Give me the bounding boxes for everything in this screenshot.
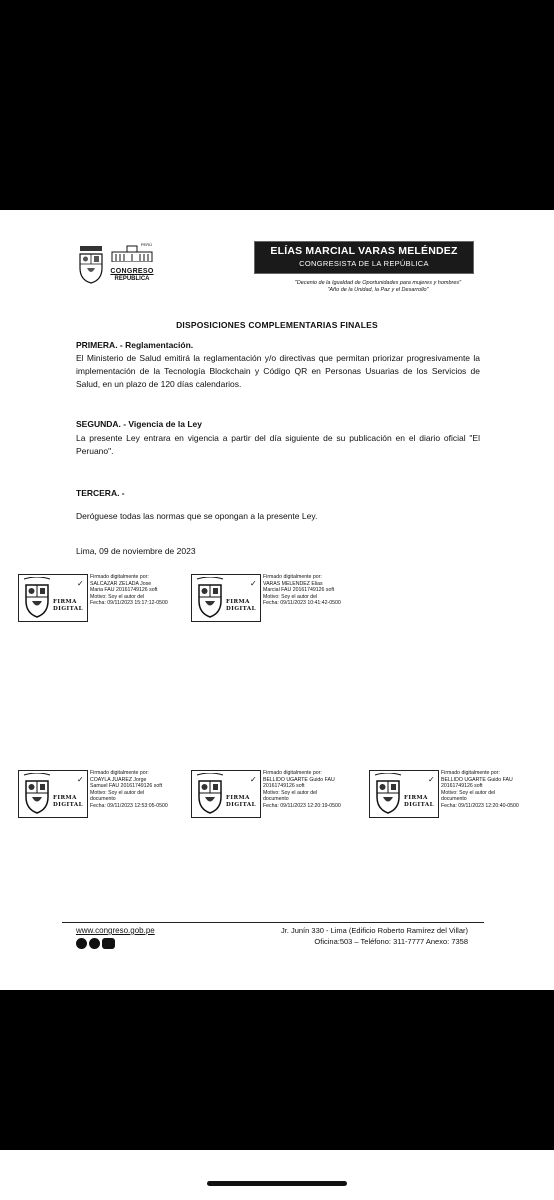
signature-info	[90, 574, 200, 607]
digital-signature-5	[369, 770, 544, 818]
signature-line: Maria FAU 20161749126 soft	[90, 587, 158, 593]
signature-line: Fecha: 09/11/2023 10:41:42-0500	[263, 600, 341, 606]
address-line-2: Oficina:503 – Teléfono: 311-7777 Anexo: 7358	[314, 937, 468, 946]
signature-seal	[191, 574, 261, 622]
peru-label: PERÚ	[140, 242, 152, 247]
section-text-2: La presente Ley entrara en vigencia a partir del día siguiente de su publicación en el diario oficial "El Peruano".	[76, 433, 480, 456]
firma-digital-label	[53, 599, 83, 613]
firma-word: FIRMA	[226, 599, 250, 605]
signature-line: Motivo: Soy el autor del	[441, 789, 496, 796]
signature-line: Firmado digitalmente por:	[90, 574, 149, 580]
signature-line: SALCAZAR ZELADA Jose	[90, 580, 152, 587]
address-line-1: Jr. Junín 330 - Lima (Edificio Roberto Ramírez del Villar)	[280, 926, 468, 935]
signature-check-mark: ✓	[77, 775, 84, 784]
firma-digital-label	[53, 795, 83, 809]
signature-line: Motivo: Soy el autor del	[263, 789, 318, 796]
signature-line: BELLIDO UGARTE Guido FAU	[263, 776, 335, 783]
signature-seal	[191, 770, 261, 818]
digital-signature-1	[18, 574, 193, 622]
signature-line: Motivo: Soy el autor del	[90, 593, 145, 600]
signature-check-mark: ✓	[250, 579, 257, 588]
congreso-logo	[108, 244, 156, 288]
section-heading-1: PRIMERA. - Reglamentación.	[76, 340, 194, 350]
signature-line: 20161749126 soft	[263, 783, 305, 789]
document-page	[0, 210, 554, 990]
signature-line: documento	[441, 796, 467, 802]
section-heading-3: TERCERA. -	[76, 488, 125, 498]
signature-check-mark: ✓	[77, 579, 84, 588]
signature-info	[263, 770, 373, 809]
republica-word: REPÚBLICA	[114, 276, 150, 282]
date-line: Lima, 09 de noviembre de 2023	[76, 546, 196, 556]
signature-line: Firmado digitalmente por:	[441, 770, 500, 776]
signature-line: Firmado digitalmente por:	[263, 574, 322, 580]
section-text-1: El Ministerio de Salud emitirá la reglamentación y/o directivas que permitan priorizar progresivamente la implementación de la Tecnología Blockchain y Código QR en Personas Usuarias de los Servicios de Salud, en un plazo de 120 días calendarios.	[76, 353, 480, 389]
signature-line: VARAS MELENDEZ Elias	[263, 580, 323, 587]
firma-word: FIRMA	[404, 795, 428, 801]
congressman-name: ELÍAS MARCIAL VARAS MELÉNDEZ	[270, 245, 458, 257]
digital-word: DIGITAL	[404, 802, 435, 808]
section-text-3: Deróguese todas las normas que se opongan a la presente Ley.	[76, 511, 318, 521]
digital-signature-4	[191, 770, 366, 818]
home-indicator-bar[interactable]	[207, 1181, 347, 1186]
website-link[interactable]: www.congreso.gob.pe	[76, 926, 155, 935]
digital-signature-2	[191, 574, 366, 622]
digital-word: DIGITAL	[226, 606, 257, 612]
peru-shield-icon	[22, 773, 52, 815]
firma-word: FIRMA	[53, 795, 77, 801]
signature-line: Motivo: Soy el autor del	[90, 789, 145, 796]
peru-shield-icon	[195, 773, 225, 815]
firma-digital-label	[226, 599, 256, 613]
signature-line: Firmado digitalmente por:	[90, 770, 149, 776]
bottom-black-area	[0, 990, 554, 1150]
signature-line: Fecha: 09/11/2023 12:53:05-0500	[90, 802, 168, 809]
signature-line: Samuel FAU 20161749126 soft	[90, 783, 163, 789]
signature-info	[90, 770, 200, 809]
section-heading-2: SEGUNDA. - Vigencia de la Ley	[76, 419, 202, 429]
decenio-text	[278, 280, 478, 294]
peru-shield-icon	[78, 246, 104, 284]
congreso-word: CONGRESO	[110, 268, 154, 275]
digital-word: DIGITAL	[226, 802, 257, 808]
signature-line: BELLIDO UGARTE Guido FAU	[441, 776, 513, 783]
social-icons	[76, 938, 115, 949]
congressman-role: CONGRESISTA DE LA REPÚBLICA	[299, 259, 429, 268]
footer-divider	[62, 922, 484, 923]
signature-line: Fecha: 09/11/2023 12:20:19-0500	[263, 802, 341, 809]
youtube-icon[interactable]	[102, 938, 115, 949]
signature-line: Firmado digitalmente por:	[263, 770, 322, 776]
signature-line: Motivo: Soy el autor del	[263, 593, 318, 600]
digital-word: DIGITAL	[53, 802, 84, 808]
signature-check-mark: ✓	[428, 775, 435, 784]
document-title: DISPOSICIONES COMPLEMENTARIAS FINALES	[176, 320, 378, 330]
signature-info	[441, 770, 551, 809]
signature-seal	[18, 770, 88, 818]
peru-shield-icon	[22, 577, 52, 619]
signature-line: Fecha: 09/11/2023 15:17:12-0500	[90, 600, 168, 606]
peru-shield-icon	[195, 577, 225, 619]
signature-line: Marcial FAU 20161749126 soft	[263, 587, 335, 593]
signature-seal	[369, 770, 439, 818]
signature-line: Fecha: 09/11/2023 12:20:40-0500	[441, 802, 519, 809]
signature-line: documento	[263, 796, 289, 802]
signature-info	[263, 574, 373, 607]
firma-word: FIRMA	[53, 599, 77, 605]
home-indicator-area	[0, 1150, 554, 1200]
firma-word: FIRMA	[226, 795, 250, 801]
digital-word: DIGITAL	[53, 606, 84, 612]
firma-digital-label	[404, 795, 434, 809]
congressman-name-box	[254, 241, 474, 274]
facebook-icon[interactable]	[76, 938, 87, 949]
signature-line: documento	[90, 796, 116, 802]
peru-shield-icon	[373, 773, 403, 815]
top-black-area	[0, 0, 554, 210]
signature-line: 20161749126 soft	[441, 783, 483, 789]
decenio-line-2: "Año de la Unidad, la Paz y el Desarrollo"	[327, 287, 429, 293]
signature-check-mark: ✓	[250, 775, 257, 784]
signature-seal	[18, 574, 88, 622]
firma-digital-label	[226, 795, 256, 809]
signature-line: COAYLA JUAREZ Jorge	[90, 776, 147, 783]
decenio-line-1: "Decenio de la Igualdad de Oportunidades para mujeres y hombres"	[294, 280, 462, 286]
digital-signature-3	[18, 770, 193, 818]
twitter-icon[interactable]	[89, 938, 100, 949]
